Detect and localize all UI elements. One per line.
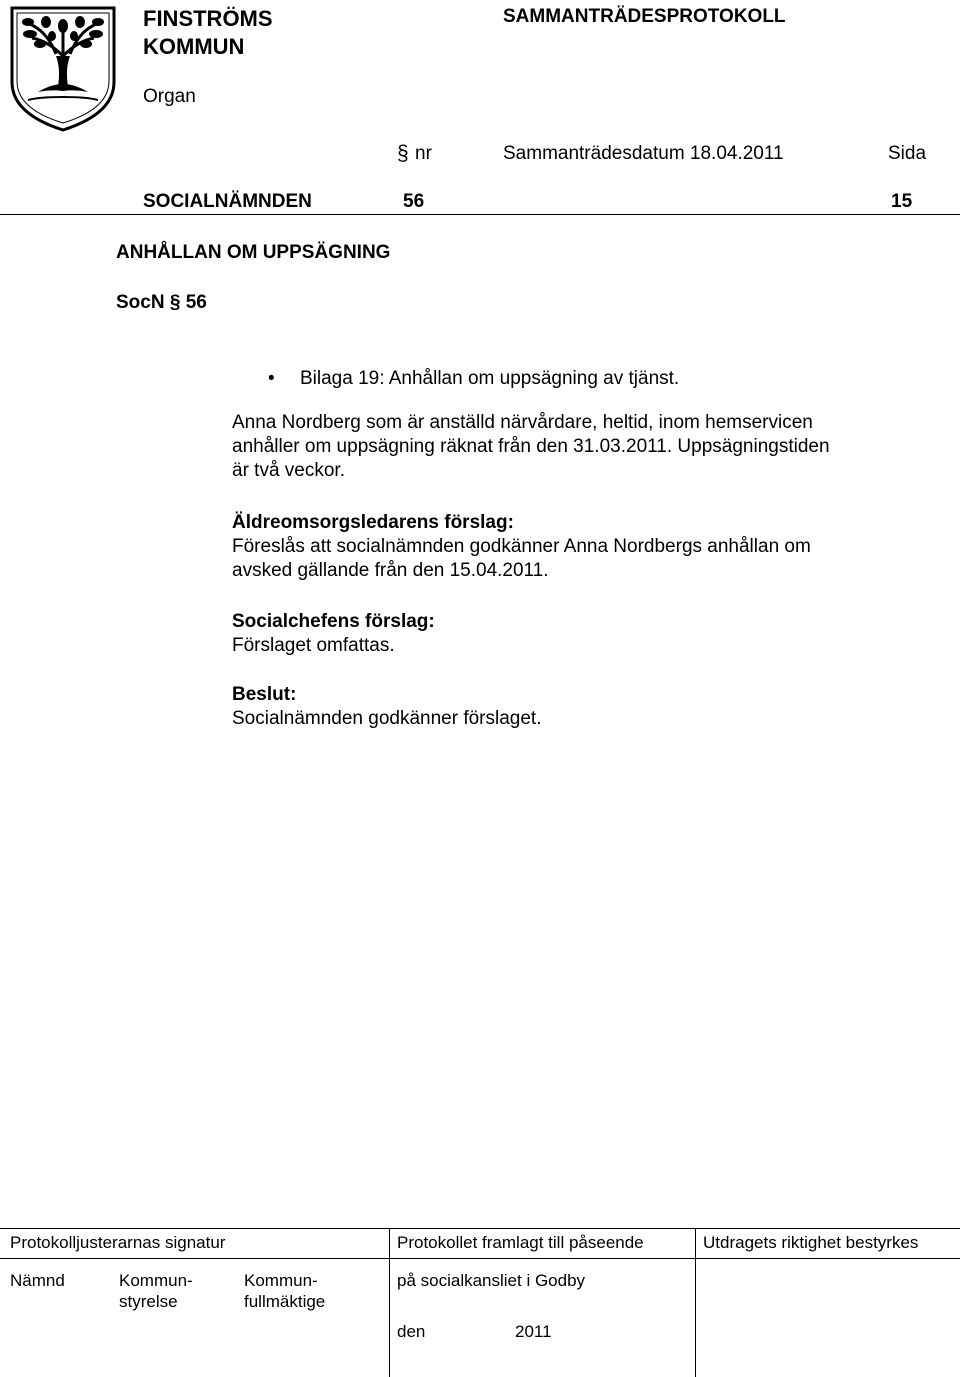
footer-year: 2011 bbox=[515, 1322, 552, 1341]
coat-of-arms-logo bbox=[8, 4, 118, 134]
org-name-line2: KOMMUN bbox=[143, 34, 245, 59]
org-name-line1: FINSTRÖMS bbox=[143, 6, 273, 31]
footer-place: på socialkansliet i Godby bbox=[397, 1271, 586, 1290]
decision-heading: Beslut: bbox=[232, 684, 297, 705]
proposal1-line: avsked gällande från den 15.04.2011. bbox=[232, 560, 549, 581]
organ-value: SOCIALNÄMNDEN bbox=[143, 191, 312, 212]
section-sign-icon: § bbox=[397, 142, 409, 165]
footer-mid-border bbox=[0, 1258, 960, 1259]
nr-value: 56 bbox=[403, 191, 425, 212]
paragraph-line: är två veckor. bbox=[232, 460, 345, 481]
decision-text: Socialnämnden godkänner förslaget. bbox=[232, 708, 542, 729]
attachment-bullet: Bilaga 19: Anhållan om uppsägning av tjänst. bbox=[300, 368, 680, 389]
page-value: 15 bbox=[891, 191, 913, 212]
footer-col-divider bbox=[695, 1228, 696, 1377]
footer-namnd: Nämnd bbox=[10, 1271, 65, 1290]
footer-top-border bbox=[0, 1228, 960, 1229]
proposal2-text: Förslaget omfattas. bbox=[232, 635, 395, 656]
footer-col3-header: Utdragets riktighet bestyrkes bbox=[703, 1233, 919, 1252]
proposal1-heading: Äldreomsorgsledarens förslag: bbox=[232, 512, 514, 533]
section-reference: SocN § 56 bbox=[116, 292, 207, 313]
proposal1-line: Föreslås att socialnämnden godkänner Anna Nordbergs anhållan om bbox=[232, 536, 811, 557]
page-label: Sida bbox=[888, 143, 927, 164]
footer-col1-header: Protokolljusterarnas signatur bbox=[10, 1233, 226, 1252]
section-title: ANHÅLLAN OM UPPSÄGNING bbox=[116, 242, 391, 263]
paragraph-line: anhåller om uppsägning räknat från den 31.03.2011. Uppsägningstiden bbox=[232, 436, 830, 457]
document-type: SAMMANTRÄDESPROTOKOLL bbox=[503, 6, 786, 27]
footer-kommunfullmaktige-l1: Kommun- bbox=[244, 1271, 318, 1290]
footer-col2-header: Protokollet framlagt till påseende bbox=[397, 1233, 644, 1252]
header-divider bbox=[0, 214, 960, 215]
footer-col-divider bbox=[389, 1228, 390, 1377]
footer-kommunstyrelse-l1: Kommun- bbox=[119, 1271, 193, 1290]
footer-kommunfullmaktige-l2: fullmäktige bbox=[244, 1292, 326, 1311]
bullet-icon: • bbox=[268, 368, 275, 389]
footer-den: den bbox=[397, 1322, 426, 1341]
nr-label: nr bbox=[415, 143, 432, 164]
paragraph-line: Anna Nordberg som är anställd närvårdare, heltid, inom hemservicen bbox=[232, 412, 813, 433]
proposal2-heading: Socialchefens förslag: bbox=[232, 611, 435, 632]
meeting-date-label: Sammanträdesdatum 18.04.2011 bbox=[503, 143, 784, 164]
organ-label: Organ bbox=[143, 86, 196, 107]
footer-kommunstyrelse-l2: styrelse bbox=[119, 1292, 178, 1311]
